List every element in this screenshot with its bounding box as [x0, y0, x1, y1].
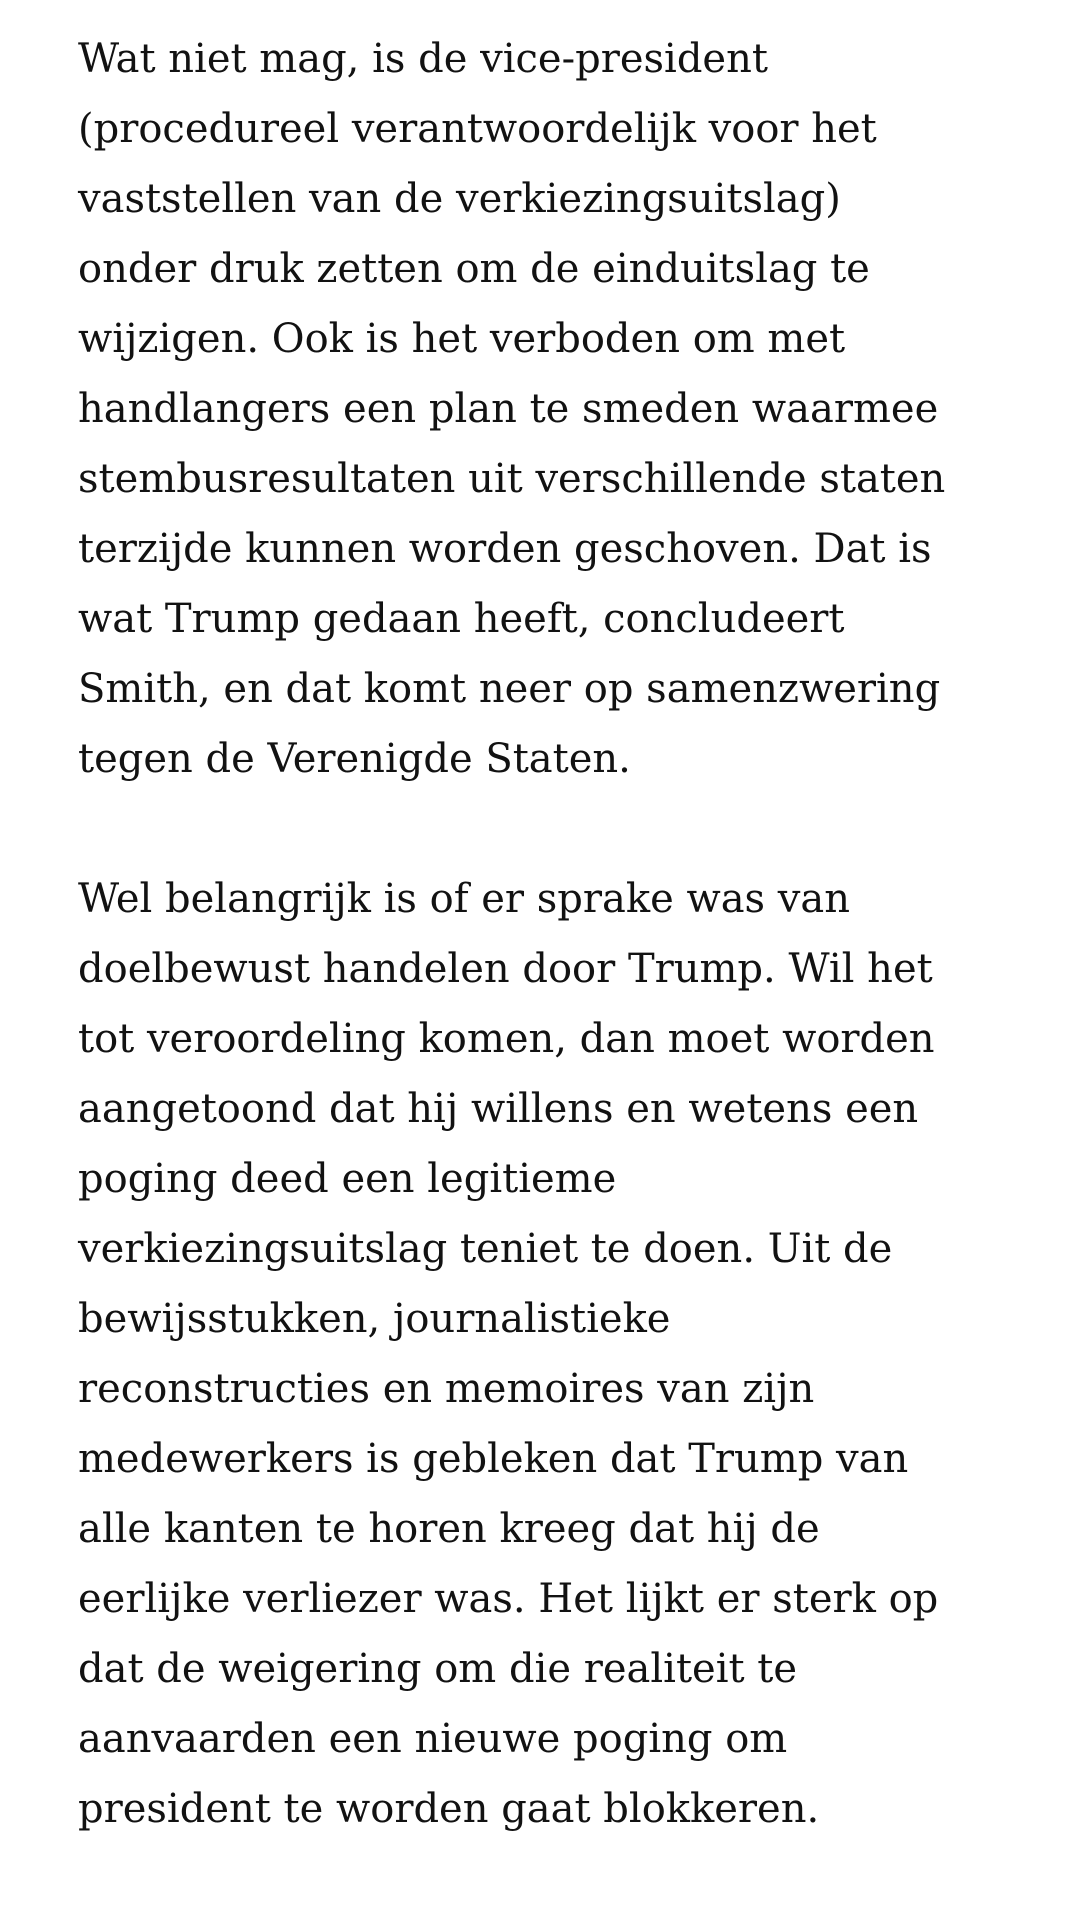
- text-line: bewijsstukken, journalistieke: [78, 1296, 671, 1342]
- text-line: dat de weigering om die realiteit te: [78, 1646, 798, 1692]
- text-line: terzijde kunnen worden geschoven. Dat is: [78, 526, 932, 572]
- paragraph-1: [78, 24, 1078, 794]
- text-line: doelbewust handelen door Trump. Wil het: [78, 946, 933, 992]
- text-line: tot veroordeling komen, dan moet worden: [78, 1016, 935, 1062]
- text-line: Smith, en dat komt neer op samenzwering: [78, 666, 941, 712]
- text-line: reconstructies en memoires van zijn: [78, 1366, 815, 1412]
- text-line: onder druk zetten om de einduitslag te: [78, 246, 870, 292]
- text-line: handlangers een plan te smeden waarmee: [78, 386, 939, 432]
- text-line: aangetoond dat hij willens en wetens een: [78, 1086, 919, 1132]
- article-body: [78, 24, 1078, 1914]
- text-line: medewerkers is gebleken dat Trump van: [78, 1436, 909, 1482]
- text-line: alle kanten te horen kreeg dat hij de: [78, 1506, 820, 1552]
- text-line: verkiezingsuitslag teniet te doen. Uit de: [78, 1226, 893, 1272]
- text-line: (procedureel verantwoordelijk voor het: [78, 106, 877, 152]
- text-line: wat Trump gedaan heeft, concludeert: [78, 596, 845, 642]
- text-line: stembusresultaten uit verschillende staten: [78, 456, 946, 502]
- text-line: Wat niet mag, is de vice-president: [78, 36, 768, 82]
- text-line: eerlijke verliezer was. Het lijkt er sterk op: [78, 1576, 939, 1622]
- text-line: tegen de Verenigde Staten.: [78, 736, 631, 782]
- text-line: poging deed een legitieme: [78, 1156, 617, 1202]
- text-line: vaststellen van de verkiezingsuitslag): [78, 176, 841, 222]
- text-line: wijzigen. Ook is het verboden om met: [78, 316, 846, 362]
- paragraph-2: [78, 864, 1078, 1844]
- text-line: Wel belangrijk is of er sprake was van: [78, 876, 850, 922]
- text-line: aanvaarden een nieuwe poging om: [78, 1716, 788, 1762]
- text-line: president te worden gaat blokkeren.: [78, 1786, 820, 1832]
